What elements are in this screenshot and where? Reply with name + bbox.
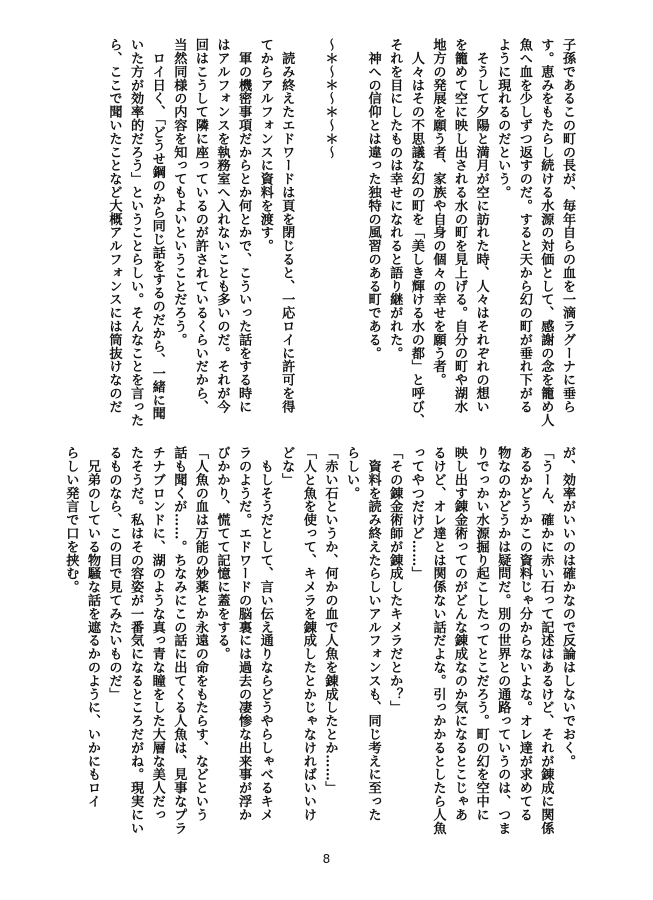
text-line: 「赤い石というか、何かの血で人魚を錬成したとか……」 <box>322 446 338 795</box>
text-line: どな」 <box>279 446 295 487</box>
text-line: もしそうだとして、言い伝え通りならどうやらしゃべるキメ <box>257 446 273 822</box>
text-line: てからアルフォンスに資料を渡す。 <box>257 38 273 253</box>
text-line: 「人魚の血は万能の妙薬とか永遠の命をもたらす、などという <box>192 446 208 822</box>
text-line: 当然同様の内容を知ってもよいということだろう。 <box>171 38 187 347</box>
text-line: 映し出す錬金術ってのがどんな錬成なのか気になるとこじゃあ <box>452 446 468 822</box>
text-line <box>340 38 362 430</box>
text-line: 「人と魚を使って、キメラを錬成したとかじゃなければいいけ <box>300 446 316 822</box>
text-line: 資料を読み終えたらしいアルフォンスも、同じ考えに至った <box>365 446 381 822</box>
text-line: はアルフォンスを執務室へ入れないことも多いのだ。それが今 <box>214 38 230 414</box>
text-line: あるかどうかこの資料じゃ分からないよな。オレ達が求めてる <box>516 446 532 822</box>
text-line: たそうだ。私はその容姿が一番気になるところだがね。現実にい <box>128 446 144 835</box>
text-line: びかかり、慌てて記憶に蓋をする。 <box>214 446 230 661</box>
text-line: 人々はその不思議な幻の町を「美しき輝ける水の都」と呼び、 <box>408 38 424 427</box>
text-line: が、効率がいいのは確かなので反論はしないでおく。 <box>560 446 575 768</box>
text-line: 読み終えたエドワードは頁を閉じると、一応ロイに許可を得 <box>279 38 295 414</box>
text-line: ら、ここで聞いたことなど大概アルフォンスには筒抜けなのだ <box>106 38 122 414</box>
text-line: るものなら、この目で見てみたいものだ」 <box>106 446 122 701</box>
text-line: ロイ日く、「どうせ鋼のから同じ話をするのだから、一緒に聞 <box>149 38 165 420</box>
text-line: ように現れるのだという。 <box>495 38 511 199</box>
text-line: 回はこうして隣に座っているのが許されているくらいだから、 <box>192 38 208 414</box>
text-line: りでっかい水源掘り起こしたってとこだろう。町の幻を空中に <box>473 446 489 822</box>
text-line: を籠めて空に映し出される水の町を見上げる。自分の町や湖水 <box>452 38 468 414</box>
text-line: 〜＊〜＊〜＊〜＊〜 <box>322 38 338 159</box>
text-line: 神への信仰とは違った独特の風習のある町である。 <box>365 38 381 360</box>
text-line: らしい発言で口を挟む。 <box>63 446 79 594</box>
page-number: 8 <box>322 852 331 866</box>
text-line: ラのようだ。エドワードの脳裏には過去の凄惨な出来事が浮か <box>236 446 252 822</box>
text-block-lower <box>60 446 578 841</box>
text-line: チナブロンドに、湖のような真っ青な瞳をした大層な美人だっ <box>149 446 165 822</box>
text-line: 「うーん、確かに赤い石って記述はあるけど、それが錬成に関係 <box>538 446 554 835</box>
text-line: 物なのかどうかは疑問だ。別の世界との通路っていうのは、つま <box>495 446 511 835</box>
text-line: そうして夕陽と満月が空に訪れた時、人々はそれぞれの想い <box>473 38 489 414</box>
text-line: ってやつだけど……」 <box>408 446 424 580</box>
text-line: 話も聞くが……。ちなみにこの話に出てくる人魚は、見事なプラ <box>171 446 187 835</box>
text-block-upper <box>103 38 578 430</box>
text-line: るけど、オレ達とは関係ない話だよな。引っかかるとしたら人魚 <box>430 446 446 835</box>
text-line: 魚へ血を少しずつ返すのだ。すると天から幻の町が垂れ下がる <box>516 38 532 414</box>
text-line: らしい。 <box>344 446 360 500</box>
text-line: 地方の発展を願う者、家族や自身の個々の幸せを願う者。 <box>430 38 446 387</box>
text-line: 子孫であるこの町の長が、毎年自らの血を一滴ラグーナに垂ら <box>560 38 575 414</box>
text-line: 兄弟のしている物騒な話を遮るかのように、いかにもロイ <box>84 446 100 808</box>
text-line: それを目にしたものは幸せになれると語り継がれた。 <box>387 38 403 360</box>
text-line: いた方が効率的だろう」ということらしい。そんなことを言った <box>128 38 144 427</box>
text-line: 軍の機密事項だからとか何とかで、こういった話をする時に <box>236 38 252 414</box>
text-line: 「その錬金術師が錬成したキメラだとか？」 <box>387 446 403 714</box>
text-line: す。恵みをもたらし続ける水源の対価として、感謝の念を籠め人 <box>538 38 554 427</box>
text-line <box>297 38 319 430</box>
